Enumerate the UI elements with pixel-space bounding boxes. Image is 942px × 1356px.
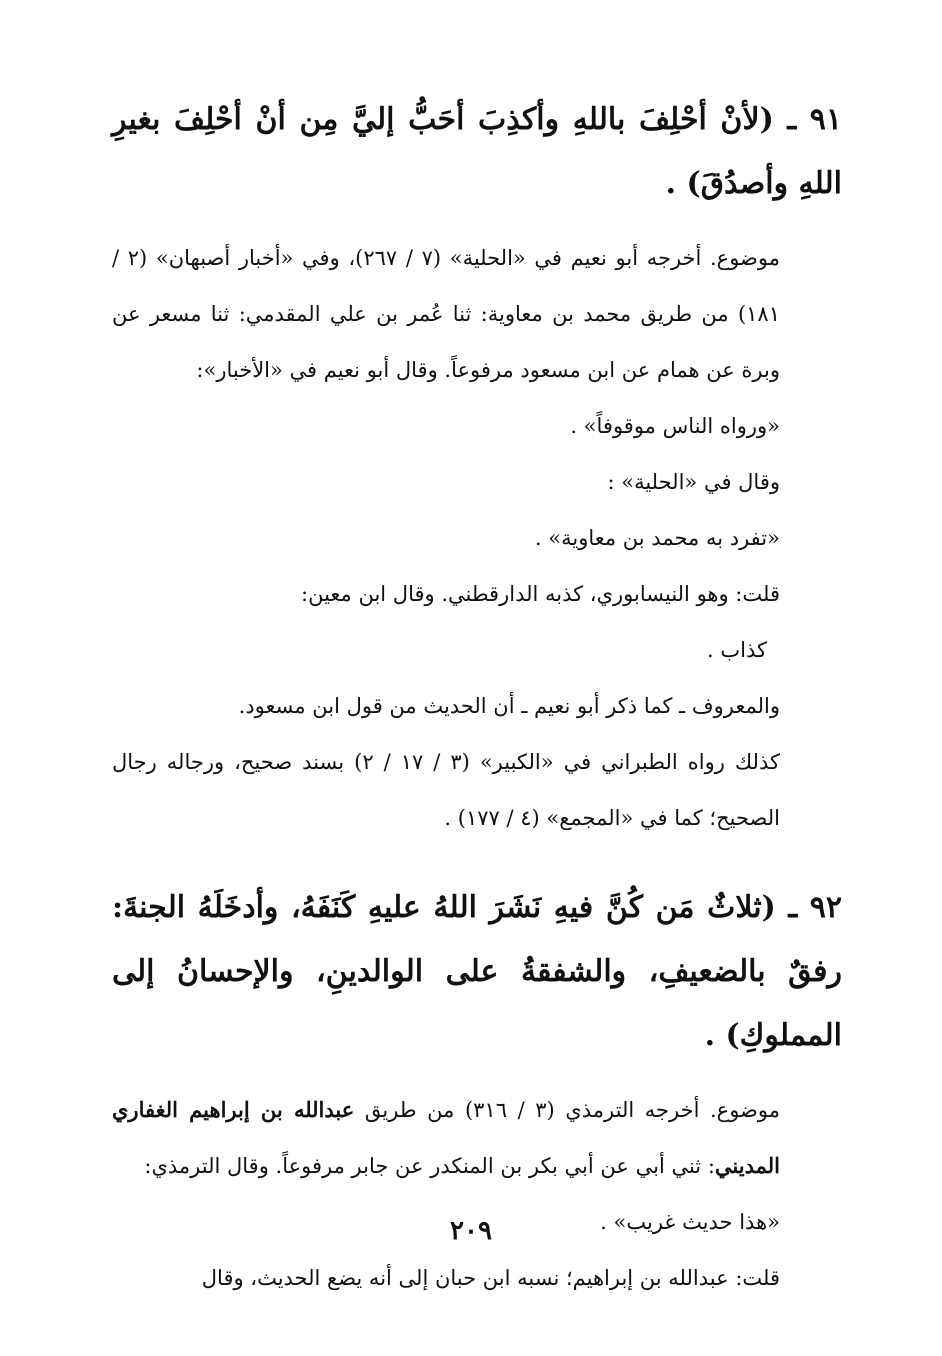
hadith-91-paragraph-4: والمعروف ـ كما ذكر أبو نعيم ـ أن الحديث من قول ابن مسعود. [238,694,780,718]
hadith-91-paragraph-2: وقال في «الحلية» : [607,470,780,494]
hadith-91-paragraph-3: قلت: وهو النيسابوري، كذبه الدارقطني. وقال ابن معين: [301,582,780,606]
hadith-91-quote-3: كذاب . [707,638,767,662]
page-number: ٢٠٩ [450,1216,492,1246]
hadith-91-heading: ٩١ ـ (لأنْ أحْلِفَ باللهِ وأكذِبَ أحَبُّ إليَّ مِن أنْ أحْلِفَ بغيرِ اللهِ وأصدُقَ) . [112,102,842,201]
hadith-92-paragraph-2: قلت: عبدالله بن إبراهيم؛ نسبه ابن حبان إلى أنه يضع الحديث، وقال [201,1266,780,1290]
hadith-92-quote-1: «هذا حديث غريب» . [600,1210,780,1234]
hadith-92-takhrij [112,1082,842,1194]
hadith-91-quote-1: «ورواه الناس موقوفاً» . [570,414,780,438]
hadith-92-takhrij-lead: موضوع. أخرجه الترمذي (٣ / ٣١٦) من طريق [354,1098,780,1122]
hadith-92-narrator-name: عبدالله بن إبراهيم الغفاري المديني [112,1097,780,1178]
hadith-91-paragraph-5: كذلك رواه الطبراني في «الكبير» (٣ / ١٧ / ٢) بسند صحيح، ورجاله رجال الصحيح؛ كما في «المجمع» (٤ / ١٧٧) . [112,750,780,830]
hadith-92-heading: ٩٢ ـ (ثلاثٌ مَن كُنَّ فيهِ نَشَرَ اللهُ عليهِ كَنَفَهُ، وأدخَلَهُ الجنةَ: رفقٌ بالضعيفِ، والشفقةُ على الوالدينِ، والإحسانُ إلى المملوكِ) . [112,890,842,1053]
hadith-91-quote-2: «تفرد به محمد بن معاوية» . [534,526,780,550]
hadith-91-takhrij: موضوع. أخرجه أبو نعيم في «الحلية» (٧ / ٢٦٧)، وفي «أخبار أصبهان» (٢ / ١٨١) من طريق محمد بن معاوية: ثنا عُمر بن علي المقدمي: ثنا مسعر عن وبرة عن همام عن ابن مسعود مرفوعاً. وقال أبو نعيم في «الأخبار»: [112,246,780,382]
page-body [112,88,842,1306]
hadith-92-takhrij-tail: : ثني أبي عن أبي بكر بن المنكدر عن جابر مرفوعاً. وقال الترمذي: [144,1154,715,1178]
